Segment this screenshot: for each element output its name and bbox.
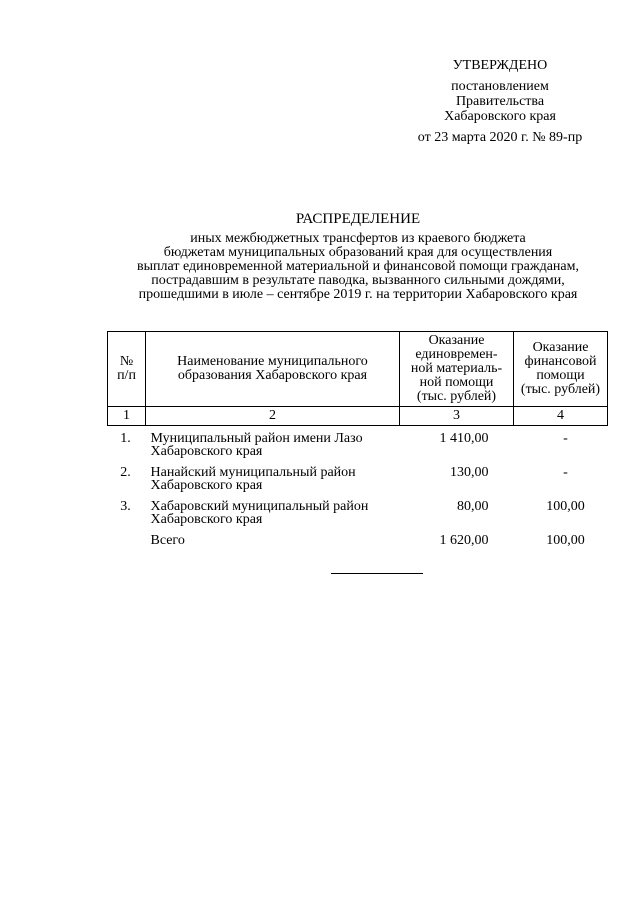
column-number: 4: [514, 407, 608, 426]
header-line: ной материаль-: [410, 361, 503, 376]
total-label: Всего: [150, 533, 185, 548]
header-line: №: [119, 354, 134, 369]
header-line: финансовой: [524, 354, 597, 369]
end-rule: [331, 573, 423, 574]
header-material-aid: [400, 332, 514, 407]
table-row: [108, 426, 608, 467]
description-line: бюджетам муниципальных образований края для осуществления: [163, 245, 553, 260]
total-row: [108, 534, 608, 547]
municipality-line: Хабаровский муниципальный район: [150, 499, 369, 514]
header-line: образования Хабаровского края: [177, 368, 368, 383]
row-number: 2.: [120, 465, 131, 480]
column-number-row: [108, 407, 608, 426]
header-line: помощи: [536, 368, 585, 383]
municipality-line: Хабаровского края: [150, 512, 263, 527]
approval-line: Правительства: [455, 94, 545, 109]
header-line: (тыс. рублей): [520, 382, 601, 397]
approval-line: Хабаровского края: [444, 109, 556, 124]
header-financial-aid: [514, 332, 608, 407]
header-line: Оказание: [428, 333, 485, 348]
row-number: 3.: [120, 499, 131, 514]
header-name: [146, 332, 400, 407]
header-line: (тыс. рублей): [416, 389, 497, 404]
description-line: прошедшими в июле – сентябре 2019 г. на территории Хабаровского края: [138, 287, 578, 302]
header-line: Наименование муниципального: [177, 354, 368, 369]
municipality-line: Муниципальный район имени Лазо: [150, 431, 363, 446]
municipality-line: Хабаровского края: [150, 444, 263, 459]
municipality-line: Нанайский муниципальный район: [150, 465, 356, 480]
distribution-table: [107, 331, 608, 547]
header-line: Оказание: [532, 340, 589, 355]
description-line: иных межбюджетных трансфертов из краевого бюджета: [190, 231, 526, 246]
approval-block: [400, 58, 600, 145]
document-title: РАСПРЕДЕЛЕНИЕ: [295, 211, 421, 227]
description-line: пострадавшим в результате паводка, вызванного сильными дождями,: [151, 273, 565, 288]
column-number: 1: [108, 407, 146, 426]
approval-date: от 23 марта 2020 г. № 89-пр: [417, 130, 583, 145]
row-material-aid: 1 410,00: [439, 431, 489, 446]
description-line: выплат единовременной материальной и финансовой помощи гражданам,: [137, 259, 579, 274]
table-row: [108, 500, 608, 534]
total-number: [108, 534, 146, 547]
table-header-row: [108, 332, 608, 407]
approval-heading: УТВЕРЖДЕНО: [452, 58, 548, 73]
row-material-aid: 80,00: [457, 499, 489, 514]
document-heading: [100, 211, 616, 302]
municipality-line: Хабаровского края: [150, 478, 263, 493]
row-material-aid: 130,00: [450, 465, 489, 480]
header-line: п/п: [117, 368, 136, 383]
header-line: ной помощи: [419, 375, 494, 390]
row-number: 1.: [120, 431, 131, 446]
header-number: [108, 332, 146, 407]
approval-line: постановлением: [451, 79, 549, 94]
row-financial-aid: 100,00: [546, 499, 585, 514]
column-number: 2: [146, 407, 400, 426]
row-municipality: [146, 426, 400, 467]
row-municipality: [146, 500, 400, 534]
total-financial-aid: 100,00: [546, 533, 585, 548]
header-line: единовремен-: [415, 347, 498, 362]
document-description: [100, 232, 616, 302]
table-row: [108, 466, 608, 500]
row-financial-aid: -: [563, 431, 568, 446]
row-municipality: [146, 466, 400, 500]
total-material-aid: 1 620,00: [439, 533, 489, 548]
column-number: 3: [400, 407, 514, 426]
row-financial-aid: -: [563, 465, 568, 480]
